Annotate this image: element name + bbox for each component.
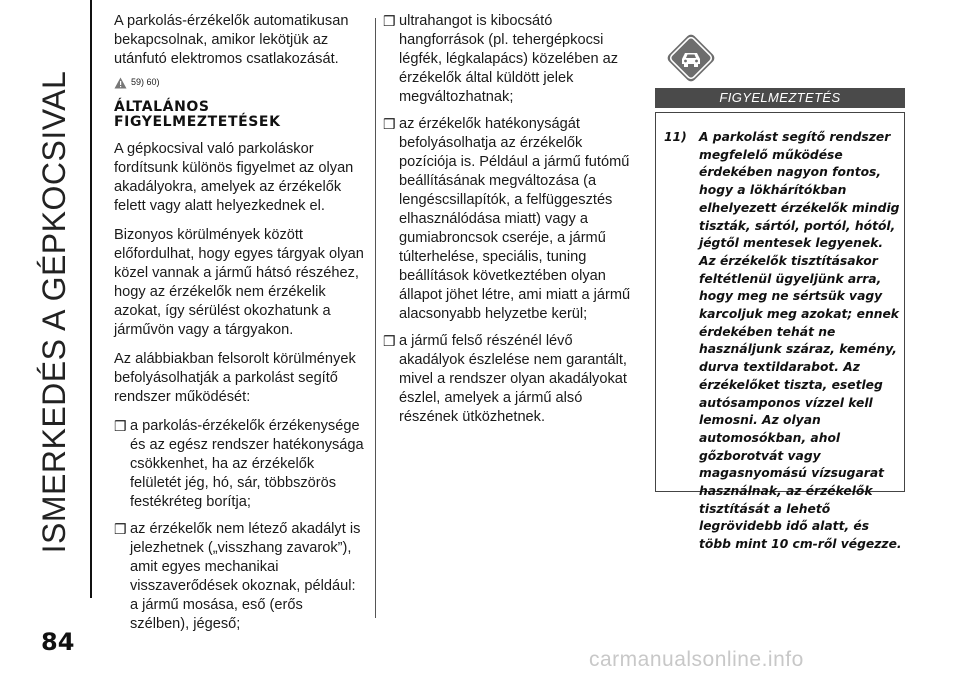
warning-number: 11) xyxy=(664,130,687,144)
list-item-text: az érzékelők hatékonyságát befolyásolhatja az érzékelők pozíciója is. Például a jármű futómű beállításának megváltozása (a lengéscsillapítók, a felfüggesztés elhasználódása miatt) vagy a gumiabroncsok cseréje, a jármű túlterhelése, speciális, tuning beállítások következtében olyan állapot jöhet létre, ami miatt a jármű alacsonyabb helyzetbe kerül; xyxy=(399,116,631,322)
paragraph-3: Az alábbiakban felsorolt körülmények befolyásolhatják a parkolást segítő rendszer működését: xyxy=(114,351,356,405)
checkbox-bullet-icon: ❒ xyxy=(114,521,127,537)
column-divider xyxy=(375,18,376,618)
warning-title-bar: FIGYELMEZTETÉS xyxy=(655,88,905,108)
sidebar-divider xyxy=(90,0,92,598)
list-item-text: a parkolás-érzékelők érzékenysége és az egész rendszer hatékonysága csökkenhet, ha az érzékelők felületét jég, hó, sár, többszörös festékréteg borítja; xyxy=(130,418,364,510)
list-item xyxy=(383,12,635,107)
warning-text-block xyxy=(664,129,902,554)
list-item xyxy=(114,417,366,512)
checkbox-bullet-icon: ❒ xyxy=(114,418,127,434)
list-item-text: a jármű felső részénél lévő akadályok észlelése nem garantált, mivel a rendszer olyan akadályokat észlel, amelyek a jármű alsó részének ütközhetnek. xyxy=(399,333,627,425)
checkbox-bullet-icon: ❒ xyxy=(383,13,396,29)
heading-line-2: FIGYELMEZTETÉSEK xyxy=(114,114,281,130)
section-title-vertical: ISMERKEDÉS A GÉPKOCSIVAL xyxy=(36,70,72,554)
reference-numbers: 59) 60) xyxy=(131,77,160,87)
checkbox-bullet-icon: ❒ xyxy=(383,116,396,132)
car-warning-icon xyxy=(667,33,715,83)
heading-line-1: ÁLTALÁNOS xyxy=(114,99,210,115)
page-number: 84 xyxy=(41,628,75,656)
warning-body: A parkolást segítő rendszer megfelelő működése érdekében nagyon fontos, hogy a lökhárítókban elhelyezett érzékelők mindig tiszták, sártól, portól, hótól, jégtől mentesek legyenek. Az érzékelők tisztításakor feltétlenül ügyeljünk arra, hogy meg ne sértsük vagy karcoljuk meg azokat; ennek érdekében tehát ne használjunk száraz, kemény, durva textildarabot. Az érzékelőket tiszta, esetleg autósamponos vízzel kell lemosni. Az olyan automosókban, ahol gőzborotvát vagy magasnyomású vízsugarat használnak, az érzékelők tisztítását a lehető legrövidebb idő alatt, és több mint 10 cm-ről végezze. xyxy=(699,130,902,552)
warning-reference xyxy=(114,73,366,92)
list-item xyxy=(383,332,635,427)
watermark: carmanualsonline.info xyxy=(589,648,804,671)
list-item xyxy=(383,115,635,324)
list-item-text: az érzékelők nem létező akadályt is jelezhetnek („visszhang zavarok”), amit egyes mechanikai visszaverődések okoznak, például: a jármű mosása, eső (erős szélben), jégeső; xyxy=(130,521,361,632)
column-left xyxy=(114,12,366,642)
intro-paragraph: A parkolás-érzékelők automatikusan bekapcsolnak, amikor lekötjük az utánfutó elektromos csatlakozását. xyxy=(114,13,349,67)
list-item-text: ultrahangot is kibocsátó hangforrások (pl. tehergépkocsi légfék, légkalapács) közelében az érzékelők által küldött jelek megváltozhatnak; xyxy=(399,13,619,105)
column-middle xyxy=(383,12,635,435)
section-heading xyxy=(114,100,366,130)
paragraph-1: A gépkocsival való parkoláskor fordítsunk különös figyelmet az olyan akadályokra, amelyek az érzékelők felett vagy alatt helyezkednek el. xyxy=(114,141,354,214)
small-warning-icon xyxy=(114,77,127,89)
paragraph-2: Bizonyos körülmények között előfordulhat, hogy egyes tárgyak olyan közel vannak a jármű hátsó részéhez, hogy az érzékelők nem érzékelik azokat, így sérülést okozhatunk a járművön vagy a tárgyakon. xyxy=(114,227,364,338)
list-item xyxy=(114,520,366,634)
checkbox-bullet-icon: ❒ xyxy=(383,333,396,349)
